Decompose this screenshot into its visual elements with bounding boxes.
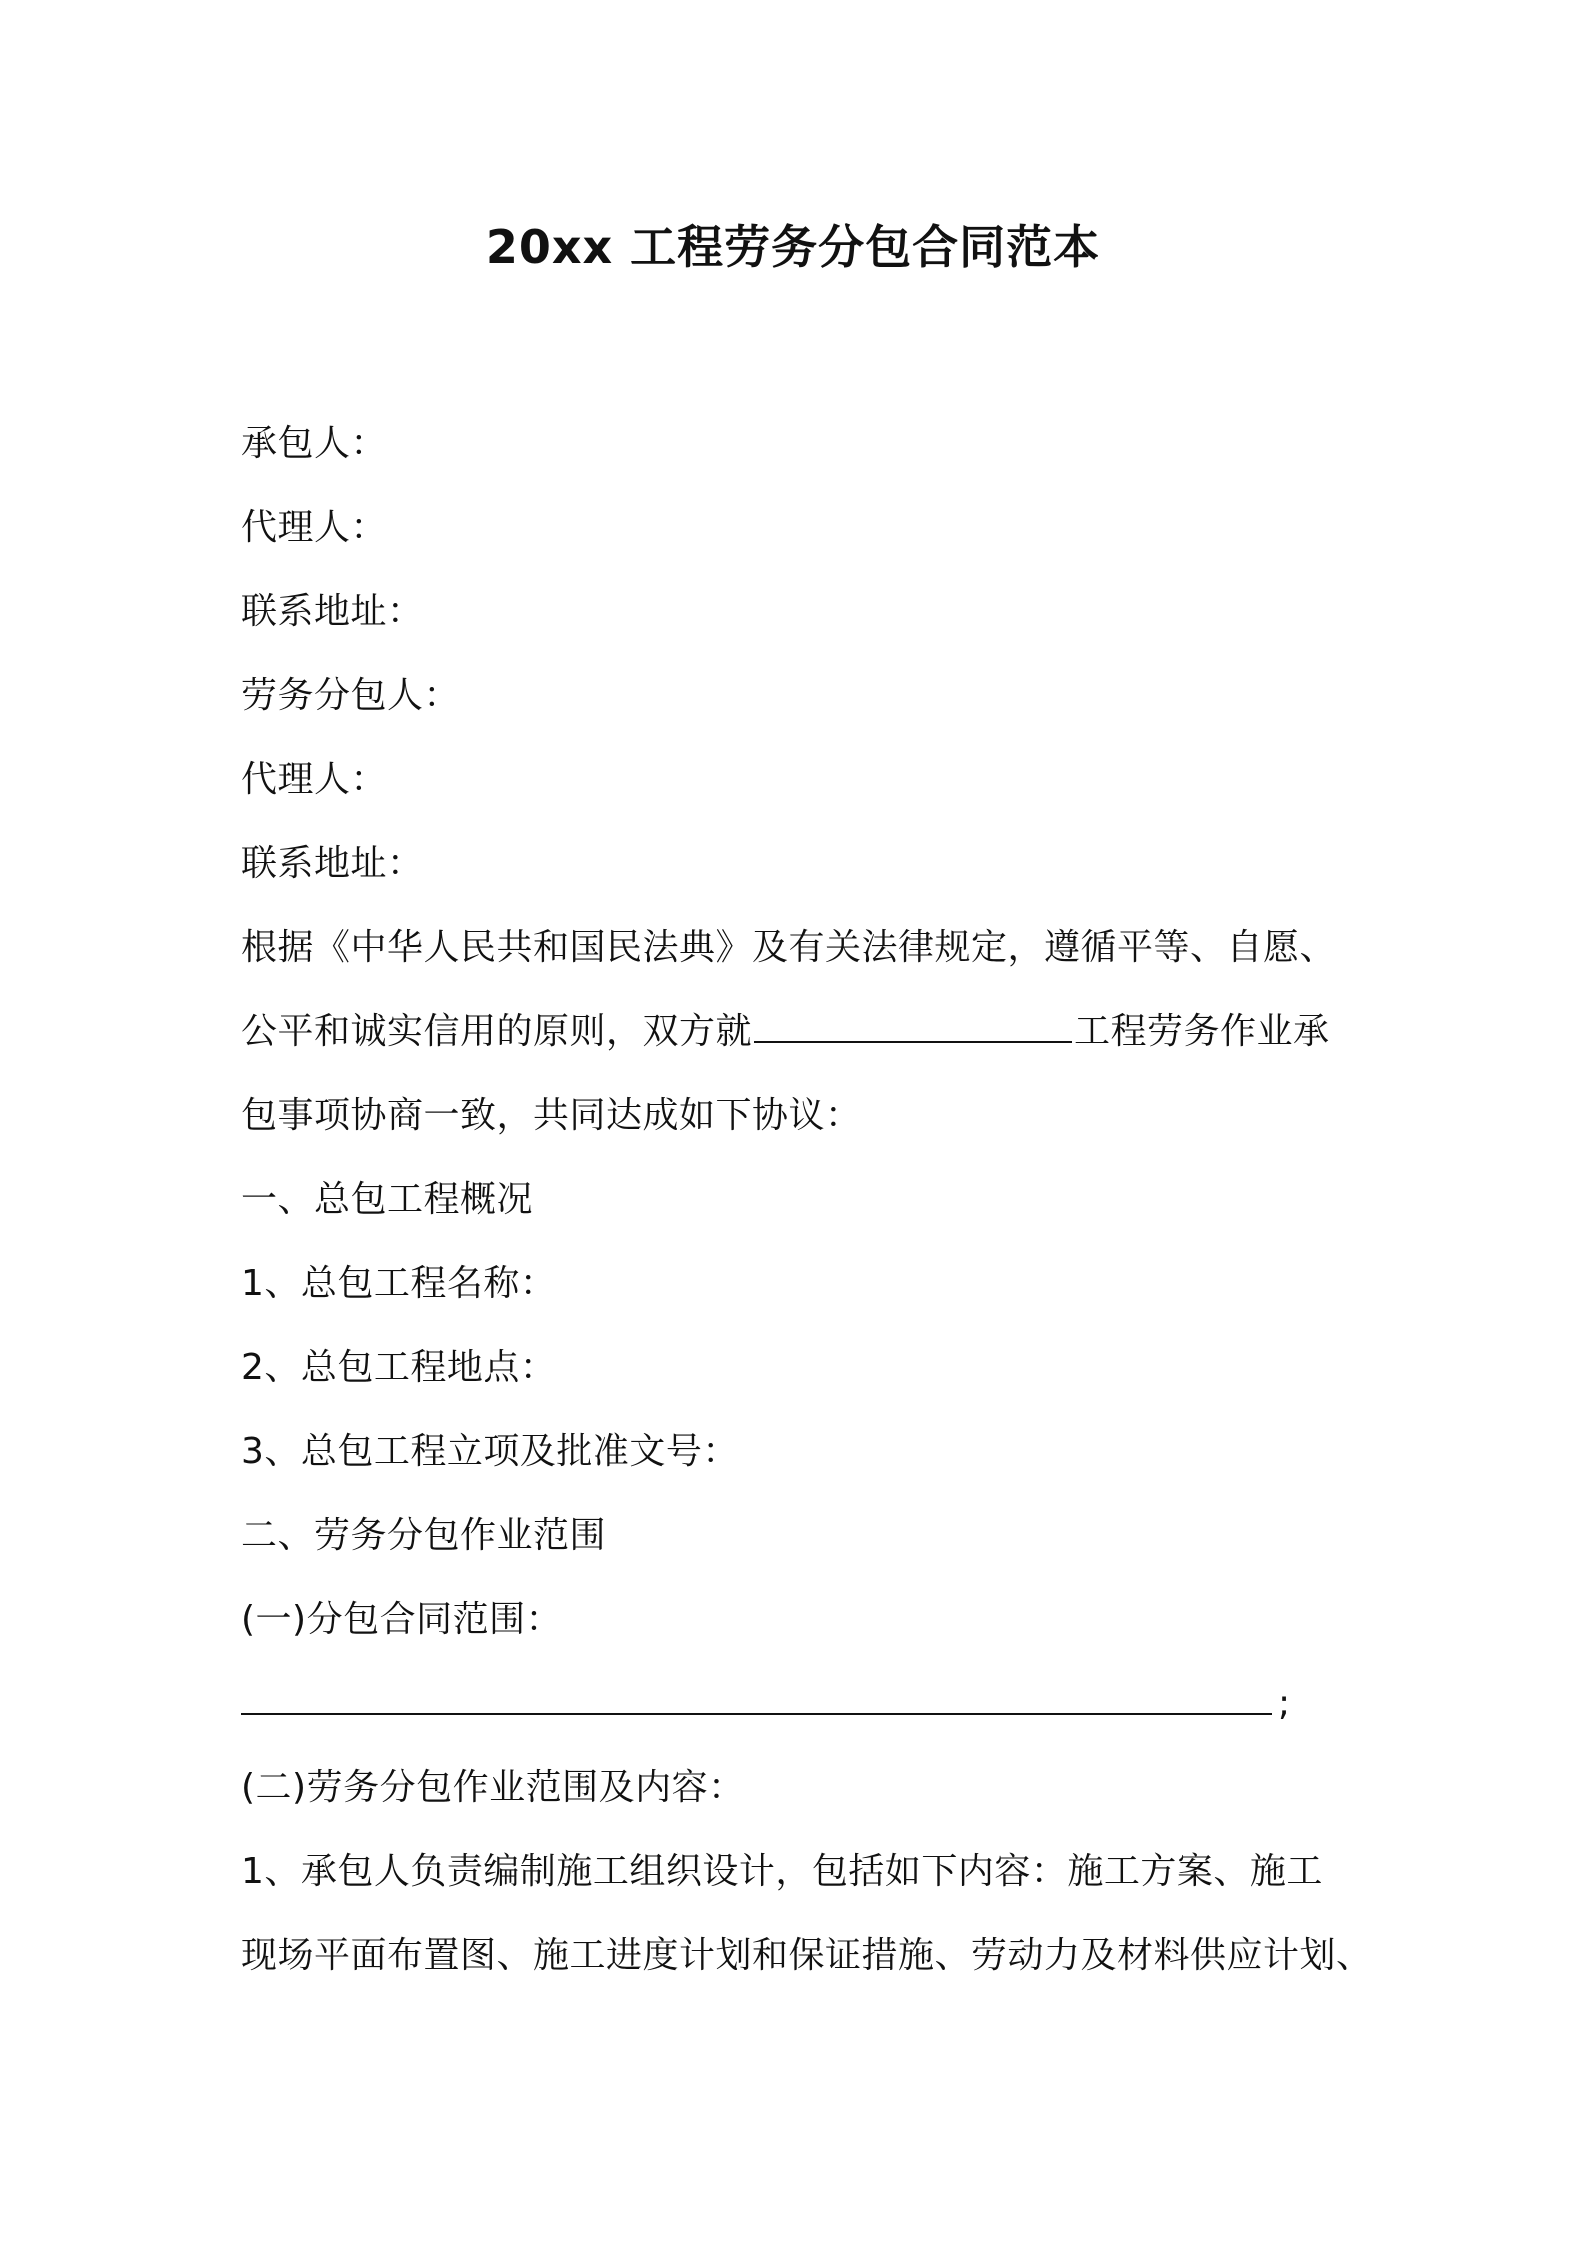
contract-scope-blank: [241, 1665, 1272, 1715]
section-2-heading: 二、劳务分包作业范围: [241, 1515, 607, 1556]
section-1-item-2: 2、总包工程地点：: [241, 1347, 557, 1388]
subcontractor-address-line: 联系地址：: [241, 843, 424, 884]
section-2-item-1-line-2: 现场平面布置图、施工进度计划和保证措施、劳动力及材料供应计划、: [241, 1935, 1373, 1976]
contract-scope-semicolon: ;: [1278, 1683, 1291, 1724]
preamble-line-2-start: 公平和诚实信用的原则，双方就: [241, 1011, 753, 1052]
section-2-item-1-line-1: 1、承包人负责编制施工组织设计，包括如下内容：施工方案、施工: [241, 1851, 1323, 1892]
section-1-item-3: 3、总包工程立项及批准文号：: [241, 1431, 739, 1472]
project-name-blank: [754, 993, 1072, 1043]
section-1-item-1: 1、总包工程名称：: [241, 1263, 557, 1304]
contractor-agent-line: 代理人：: [241, 507, 388, 548]
preamble-line-1: 根据《中华人民共和国民法典》及有关法律规定，遵循平等、自愿、: [241, 927, 1337, 968]
preamble-line-3: 包事项协商一致，共同达成如下协议：: [241, 1095, 862, 1136]
document-body: [241, 402, 1373, 1998]
subcontractor-agent-line: 代理人：: [241, 759, 388, 800]
preamble-line-2: [241, 990, 1357, 1074]
document-title: 20xx 工程劳务分包合同范本: [485, 220, 1101, 274]
contractor-address-line: 联系地址：: [241, 591, 424, 632]
preamble-line-2-end: 工程劳务作业承: [1074, 1011, 1330, 1052]
section-2-sub-1: (一)分包合同范围：: [241, 1599, 563, 1640]
section-2-sub-2: (二)劳务分包作业范围及内容：: [241, 1767, 745, 1808]
subcontractor-line: 劳务分包人：: [241, 675, 461, 716]
section-1-heading: 一、总包工程概况: [241, 1179, 534, 1220]
contractor-line: 承包人：: [241, 423, 388, 464]
contract-scope-blank-line: [241, 1662, 1357, 1746]
